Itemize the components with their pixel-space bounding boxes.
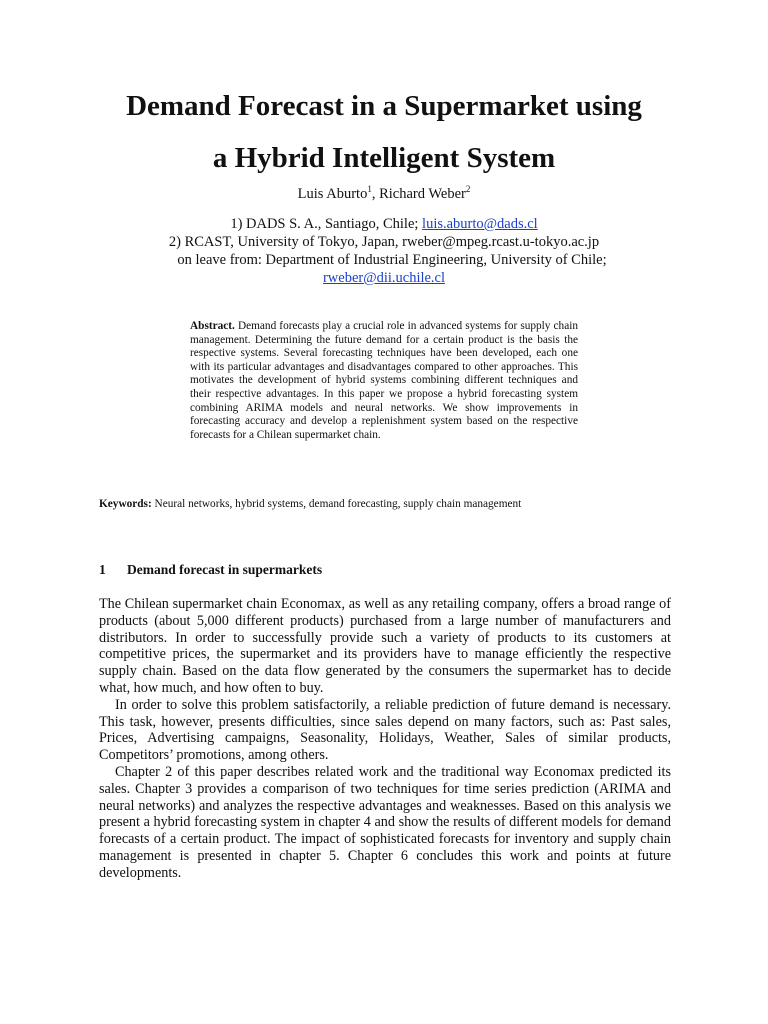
- title-line-2: a Hybrid Intelligent System: [212, 142, 556, 174]
- title-line-1: Demand Forecast in a Supermarket using: [126, 90, 642, 122]
- author-affiliation-marker: 2: [465, 184, 471, 194]
- author-separator: ,: [371, 185, 380, 202]
- section-heading: [99, 562, 322, 578]
- abstract: [190, 320, 578, 442]
- keywords-label: Keywords:: [99, 498, 152, 510]
- email-link[interactable]: rweber@dii.uchile.cl: [322, 270, 446, 286]
- abstract-text: Demand forecasts play a crucial role in advanced systems for supply chain management. Determining the future demand for a certain product is the basis the respective systems. Several forecasting techniques have been developed, each one with its particular advantages and disadvantages compared to other approaches. This motivates the development of hybrid systems combining different techniques and their respective advantages. In this paper we propose a hybrid forecasting system combining ARIMA models and neural networks. We show improvements in forecasting accuracy and develop a replenishment system based on the respective forecasts for a Chilean supermarket chain.: [190, 320, 578, 441]
- affiliation-2: 2) RCAST, University of Tokyo, Japan, rweber@mpeg.rcast.u-tokyo.ac.jp: [168, 234, 600, 250]
- author-affiliation-marker: 1: [367, 184, 372, 194]
- affiliation-3: on leave from: Department of Industrial Engineering, University of Chile;: [177, 252, 607, 268]
- body-paragraph: The Chilean supermarket chain Economax, as well as any retailing company, offers a broad range of products (about 5,000 different products) purchased from a large number of manufacturers and distributors. In order to successfully provide such a variety of products to its customers at competitive prices, the supermarket and its providers have to manage efficiently the respective supply chain. Based on the data flow generated by the consumers the supermarket has to decide what, how much, and how often to buy.: [99, 596, 671, 696]
- affiliation-text: 1) DADS S. A., Santiago, Chile;: [230, 216, 423, 232]
- author-list: [0, 184, 768, 203]
- author-name: Richard Weber: [379, 185, 466, 202]
- section-number: 1: [99, 562, 106, 577]
- affiliations: [0, 215, 768, 287]
- paper-title: [60, 80, 708, 184]
- section-title: Demand forecast in supermarkets: [127, 562, 323, 577]
- keywords: [99, 498, 699, 510]
- body-paragraph: Chapter 2 of this paper describes related work and the traditional way Economax predicted its sales. Chapter 3 provides a comparison of two techniques for time series prediction (ARIMA and neural networks) and analyzes the respective advantages and weaknesses. Based on this analysis we present a hybrid forecasting system in chapter 4 and show the results of different models for demand forecasts of a certain product. The impact of sophisticated forecasts for inventory and supply chain management is presented in chapter 5. Chapter 6 concludes this work and points at future developments.: [99, 763, 671, 881]
- affiliation-1: [0, 215, 768, 233]
- abstract-label: Abstract.: [190, 320, 235, 332]
- body-paragraph: In order to solve this problem satisfactorily, a reliable prediction of future demand is necessary. This task, however, presents difficulties, since sales depend on many factors, such as: Past sales, Prices, Advertising campaigns, Seasonality, Holidays, Weather, Sales of similar products, Competitors’ promotions, among others.: [99, 696, 671, 764]
- section-body: [99, 596, 671, 882]
- keywords-text: Neural networks, hybrid systems, demand forecasting, supply chain management: [151, 498, 522, 510]
- email-link[interactable]: luis.aburto@dads.cl: [422, 216, 538, 232]
- affiliation-3-email-line: [0, 269, 768, 287]
- author-name: Luis Aburto: [297, 185, 368, 202]
